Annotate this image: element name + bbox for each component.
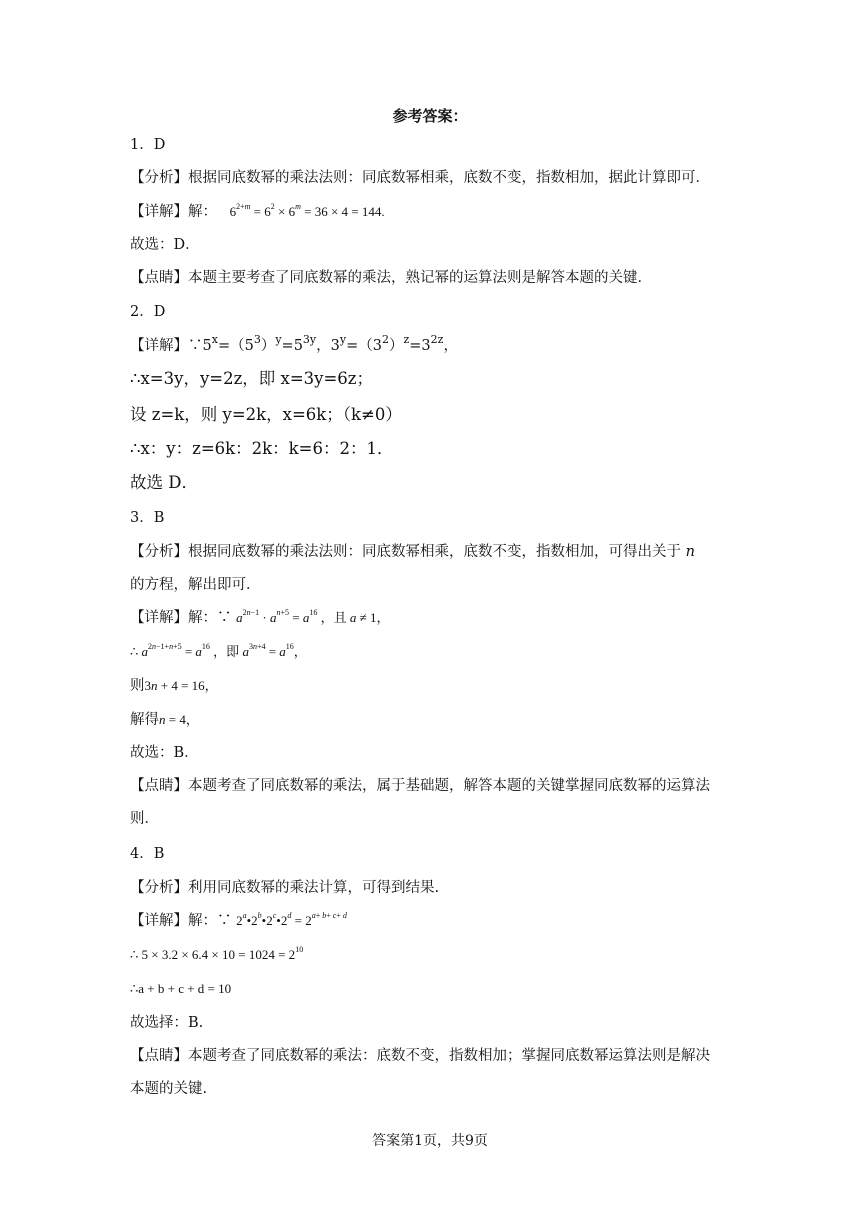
q3-then-label: 则 xyxy=(130,678,145,694)
q3-solution: n = 4， xyxy=(159,712,199,727)
q3-step1 xyxy=(130,642,307,662)
q4-detail xyxy=(130,911,347,931)
q1-detail xyxy=(130,202,385,222)
q1-comment: 【点睛】本题主要考查了同底数幂的乘法，熟记幂的运算法则是解答本题的关键． xyxy=(130,270,652,286)
q3-step3 xyxy=(130,710,199,730)
q4-detail-label: 【详解】解：∵ xyxy=(130,913,232,929)
q3-step2 xyxy=(130,676,218,696)
q1-detail-label: 【详解】解： xyxy=(130,204,217,220)
q3-choice: 故选：B． xyxy=(130,745,199,761)
q3-solve-label: 解得 xyxy=(130,712,159,728)
q4-choice: 故选择：B. xyxy=(130,1015,204,1031)
q2-detail: 【详解】$\because 5^x=(5^3)^y=5^{3y}$，$3^y=(3^2)^z=3^{2z}$， xyxy=(130,333,458,354)
q3-formula-given: $a^{2n-1} \cdot a^{n+5} = a^{16}$ ，且 a ≠ 1， xyxy=(236,608,390,625)
q4-step2 xyxy=(130,979,231,999)
q2-answer: 2．D xyxy=(130,304,166,320)
q3-analysis-var: n xyxy=(685,544,695,560)
q2-step2: 设 z=k，则 y=2k，x=6k；（k≠0） xyxy=(130,405,402,424)
q4-formula-product: ∴ $5 \times 3.2 \times 6.4 \times 10 = 1024 = 2^{10}$ xyxy=(130,945,304,962)
q3-answer: 3．B xyxy=(130,510,165,526)
page-footer: 答案第1页，共9页 xyxy=(372,1133,488,1149)
q4-formula-rule: $2^a•2^b•2^c•2^d = 2^{a+ b+ c+ d}$ xyxy=(236,911,347,928)
q3-detail-label: 【详解】解：∵ xyxy=(130,610,232,626)
q4-analysis: 【分析】利用同底数幂的乘法计算，可得到结果. xyxy=(130,880,440,896)
q1-answer: 1．D xyxy=(130,137,166,153)
q2-choice: 故选 D． xyxy=(130,473,198,492)
q3-formula-combine: ∴ $a^{2n-1+n+5} = a^{16}$ ，即 $a^{3n+4} = a^{16}$， xyxy=(130,642,307,659)
q1-formula: $6^{2+m} = 6^2 \times 6^m = 36 \times 4 = 144$. xyxy=(229,202,385,219)
q3-analysis-cont: 的方程，解出即可． xyxy=(130,577,261,593)
page-title: 参考答案： xyxy=(392,107,468,125)
q2-step1: ∴x=3y，y=2z，即 x=3y=6z； xyxy=(130,369,373,388)
q4-formula-sum: ∴a + b + c + d = 10 xyxy=(130,981,232,996)
q3-comment-cont: 则． xyxy=(130,811,159,827)
q4-answer: 4．B xyxy=(130,846,165,862)
q3-analysis-text: 【分析】根据同底数幂的乘法法则：同底数幂相乘，底数不变，指数相加，可得出关于 xyxy=(130,544,681,560)
q1-analysis: 【分析】根据同底数幂的乘法法则：同底数幂相乘，底数不变，指数相加，据此计算即可． xyxy=(130,170,710,186)
q3-detail xyxy=(130,608,389,628)
q2-detail-label: 【详解】∵5 xyxy=(130,338,212,354)
q2-step3: ∴x：y：z=6k：2k：k=6：2：1． xyxy=(130,439,394,458)
q1-choice: 故选：D． xyxy=(130,237,200,253)
q4-comment: 【点睛】本题考查了同底数幂的乘法：底数不变，指数相加；掌握同底数幂运算法则是解决 xyxy=(130,1048,710,1064)
q3-analysis xyxy=(130,542,695,562)
q4-comment-cont: 本题的关键. xyxy=(130,1081,208,1097)
q4-step1 xyxy=(130,945,303,965)
q3-equation: 3n + 4 = 16， xyxy=(144,678,218,693)
q3-comment: 【点睛】本题考查了同底数幂的乘法，属于基础题，解答本题的关键掌握同底数幂的运算法 xyxy=(130,778,710,794)
